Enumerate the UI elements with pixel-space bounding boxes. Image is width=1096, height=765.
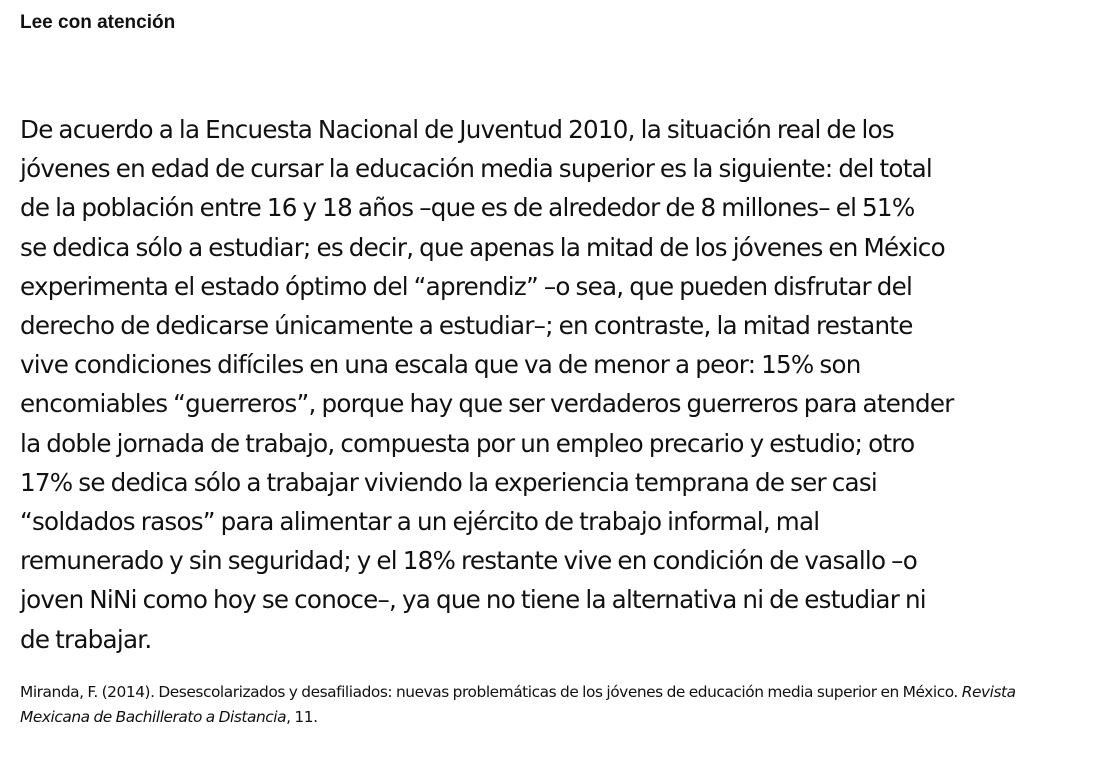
page-heading: Lee con atención	[20, 12, 176, 33]
citation-author-title: Miranda, F. (2014). Desescolarizados y desafiliados: nuevas problemáticas de los jóvenes de educación media superior en México.	[20, 683, 962, 701]
reading-passage: De acuerdo a la Encuesta Nacional de Juventud 2010, la situación real de los jóvenes en edad de cursar la educación media superior es la siguiente: del total de la población entre 16 y 18 años –que es de alrededor de 8 millones– el 51% se dedica sólo a estudiar; es decir, que apenas la mitad de los jóvenes en México experimenta el estado óptimo del “aprendiz” –o sea, que pueden disfrutar del derecho de dedicarse únicamente a estudiar–; en contraste, la mitad restante vive condiciones difíciles en una escala que va de menor a peor: 15% son encomiables “guerreros”, porque hay que ser verdaderos guerreros para atender la doble jornada de trabajo, compuesta por un empleo precario y estudio; otro 17% se dedica sólo a trabajar viviendo la experiencia temprana de ser casi “soldados rasos” para alimentar a un ejército de trabajo informal, mal remunerado y sin seguridad; y el 18% restante vive en condición de vasallo –o joven NiNi como hoy se conoce–, ya que no tiene la alternativa ni de estudiar ni de trabajar.	[20, 115, 954, 654]
citation-volume: , 11.	[286, 708, 318, 726]
citation	[20, 680, 1080, 730]
citation-journal: Revista Mexicana de Bachillerato a Distancia	[20, 683, 1016, 726]
